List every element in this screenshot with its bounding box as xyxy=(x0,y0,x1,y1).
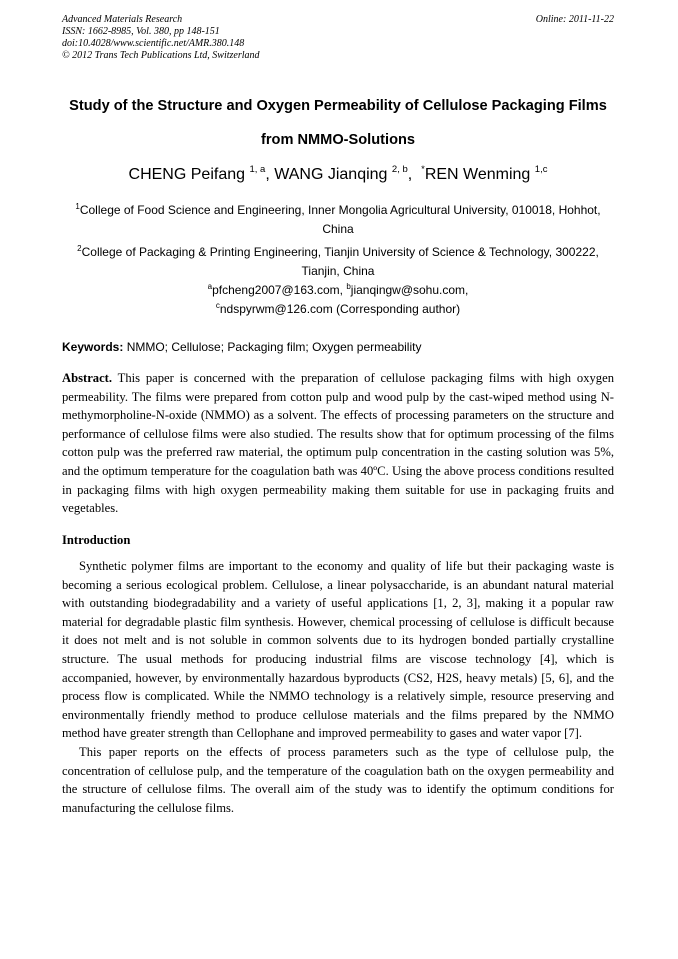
author-list xyxy=(62,164,614,186)
keywords xyxy=(62,338,614,356)
email-line-1 xyxy=(62,281,614,300)
author-affiliation-mark: 2, b xyxy=(391,164,408,175)
keywords-label: Keywords: xyxy=(62,340,124,354)
email-a[interactable]: pfcheng2007@163.com, xyxy=(212,283,347,297)
doi-line[interactable]: doi:10.4028/www.scientific.net/AMR.380.148 xyxy=(62,38,245,49)
introduction-paragraph-1: Synthetic polymer films are important to the economy and quality of life but their packaging waste is becoming a serious ecological problem. Cellulose, a linear polysaccharide, is an abundant natural material with outstanding biodegradability and a variety of useful applications [1, 2, 3], making it a popular raw material for degradable plastic film synthesis. However, chemical processing of cellulose is difficult because it does not melt and is not soluble in common solvents due to its hydrogen bonded partially crystalline structure. The usual methods for producing industrial films are viscose technology [4], which is accompanied, however, by environmentally hazardous byproducts (CS2, H2S, heavy metals) [5, 6], and the process flow is complicated. While the NMMO technology is a relatively simple, resource preserving and environmentally friendly method to produce cellulose materials and the films prepared by the NMMO method have greater strength than Cellophane and improved permeability to gases and water vapor [7]. xyxy=(62,559,614,741)
author-3 xyxy=(421,166,547,183)
introduction-heading: Introduction xyxy=(62,533,131,547)
email-line-2 xyxy=(62,300,614,319)
affiliation-2 xyxy=(62,243,614,280)
email-mark-b: b xyxy=(346,282,351,291)
abstract-label: Abstract. xyxy=(62,371,113,385)
affiliation-1 xyxy=(62,201,614,238)
author-name: CHENG Peifang xyxy=(128,166,246,183)
paper-title: Study of the Structure and Oxygen Permeability of Cellulose Packaging Films from NMMO-Solutions xyxy=(69,98,607,148)
email-b[interactable]: jianqingw@sohu.com, xyxy=(350,283,469,297)
affiliation-text: College of Food Science and Engineering, Inner Mongolia Agricultural University, 010018, Hohhot, China xyxy=(79,203,601,236)
affiliation-mark: 1 xyxy=(75,202,80,211)
author-2 xyxy=(274,166,421,183)
author-separator: , xyxy=(265,166,275,183)
author-separator: , xyxy=(407,166,422,183)
introduction-paragraph-2: This paper reports on the effects of process parameters such as the type of cellulose pulp, the concentration of cellulose pulp, and the temperature of the coagulation bath on the oxygen permeability and the structure of cellulose films. The overall aim of the study was to identify the optimum conditions for manufacturing the cellulose films. xyxy=(62,744,614,815)
abstract xyxy=(62,369,614,518)
email-mark-c: c xyxy=(215,301,220,310)
journal-name: Advanced Materials Research xyxy=(62,14,183,25)
author-affiliation-mark: 1, a xyxy=(249,164,266,175)
keywords-text: NMMO; Cellulose; Packaging film; Oxygen permeability xyxy=(123,340,422,354)
abstract-paragraph xyxy=(62,369,614,518)
email-c[interactable]: ndspyrwm@126.com (Corresponding author) xyxy=(219,302,461,316)
affiliation-text: College of Packaging & Printing Engineering, Tianjin University of Science & Technology, 300222, Tianjin, China xyxy=(81,245,599,278)
email-mark-a: a xyxy=(207,282,213,291)
author-1 xyxy=(129,166,275,183)
author-affiliation-mark: 1,c xyxy=(534,164,548,175)
author-name: WANG Jianqing xyxy=(274,166,388,183)
abstract-text: This paper is concerned with the preparation of cellulose packaging films with high oxygen permeability. The films were prepared from cotton pulp and wood pulp by the cast-wiped method using N-methymorpholine-N-oxide (NMMO) as a solvent. The effects of processing parameters on the structure and performance of cellulose films were also studied. The results show that for optimum processing of the films cotton pulp was the preferred raw material, the optimum pulp concentration in the casting solution was 5%, and the optimum temperature for the coagulation bath was 40ºC. Using the above process conditions resulted in packaging films with high oxygen permeability making them suitable for use in packaging fruits and vegetables. xyxy=(62,371,614,516)
author-name: REN Wenming xyxy=(424,166,531,183)
affiliation-mark: 2 xyxy=(77,244,82,253)
publication-header xyxy=(62,14,614,62)
introduction-body xyxy=(62,557,614,817)
copyright-line: © 2012 Trans Tech Publications Ltd, Switzerland xyxy=(62,50,260,61)
online-date: Online: 2011-11-22 xyxy=(535,14,614,25)
issn-line: ISSN: 1662-8985, Vol. 380, pp 148-151 xyxy=(62,26,220,37)
corresponding-author-mark: * xyxy=(421,164,425,175)
